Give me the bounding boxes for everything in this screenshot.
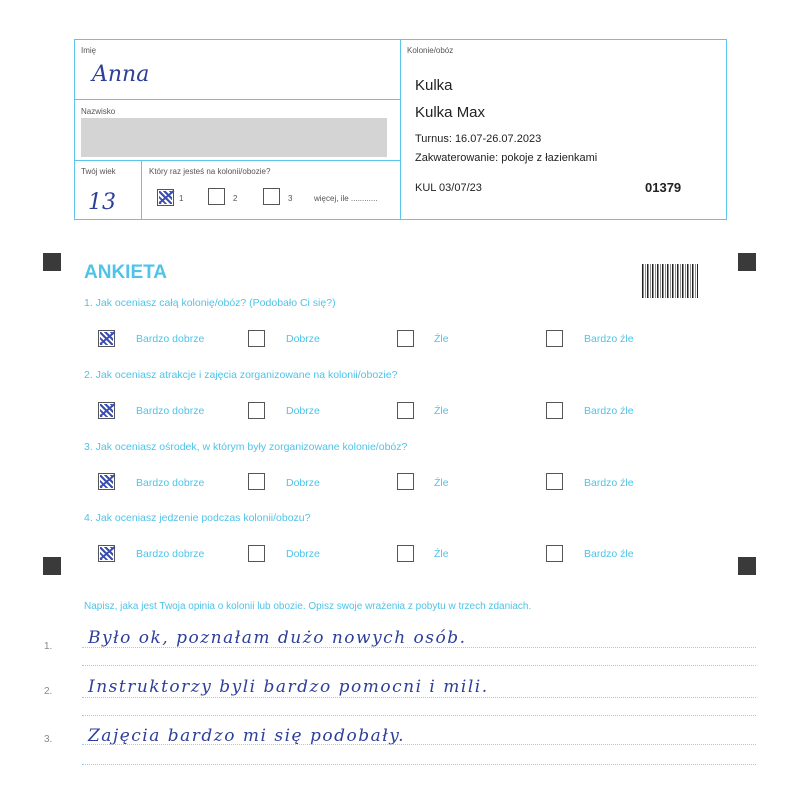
writing-line-3 bbox=[82, 744, 756, 745]
writing-line-2 bbox=[82, 697, 756, 698]
barcode bbox=[642, 264, 698, 298]
line-number-3: 3. bbox=[44, 734, 53, 745]
q2-checkbox-dobrze[interactable] bbox=[248, 402, 265, 419]
q1-checkbox-dobrze[interactable] bbox=[248, 330, 265, 347]
q3-checkbox-zle[interactable] bbox=[397, 473, 414, 490]
nazwisko-label: Nazwisko bbox=[81, 107, 116, 116]
q1-checkbox-bardzo-zle[interactable] bbox=[546, 330, 563, 347]
ktory-raz-label: Który raz jesteś na kolonii/obozie? bbox=[149, 167, 271, 176]
q1-label-bardzo-dobrze: Bardzo dobrze bbox=[136, 333, 205, 345]
ktory-raz-checkbox-2[interactable] bbox=[208, 188, 225, 205]
header-divider-1 bbox=[74, 99, 401, 100]
writing-line-1b bbox=[82, 665, 756, 666]
ktory-raz-option-2: 2 bbox=[233, 194, 238, 203]
header-divider-2 bbox=[74, 160, 401, 161]
imie-value[interactable]: Anna bbox=[92, 62, 150, 87]
header-divider-3 bbox=[141, 160, 142, 219]
nazwisko-redacted bbox=[81, 118, 387, 157]
q1-label-dobrze: Dobrze bbox=[286, 333, 320, 345]
wiek-label: Twój wiek bbox=[81, 167, 116, 176]
q2-label-dobrze: Dobrze bbox=[286, 405, 320, 417]
camp-full-name: Kulka Max bbox=[415, 104, 486, 121]
q3-checkbox-bardzo-zle[interactable] bbox=[546, 473, 563, 490]
line-number-1: 1. bbox=[44, 641, 53, 652]
wiek-value[interactable]: 13 bbox=[88, 190, 116, 215]
question-3: 3. Jak oceniasz ośrodek, w którym były zorganizowane kolonie/obóz? bbox=[84, 441, 408, 453]
imie-label: Imię bbox=[81, 46, 97, 55]
survey-title: ANKIETA bbox=[84, 262, 168, 283]
q1-label-zle: Źle bbox=[434, 333, 449, 345]
q1-label-bardzo-zle: Bardzo źle bbox=[584, 333, 634, 345]
ktory-raz-checkbox-3[interactable] bbox=[263, 188, 280, 205]
writing-line-1 bbox=[82, 647, 756, 648]
q2-label-bardzo-zle: Bardzo źle bbox=[584, 405, 634, 417]
ktory-raz-option-3: 3 bbox=[288, 194, 293, 203]
q1-checkbox-bardzo-dobrze[interactable] bbox=[98, 330, 115, 347]
q3-checkbox-bardzo-dobrze[interactable] bbox=[98, 473, 115, 490]
q3-checkbox-dobrze[interactable] bbox=[248, 473, 265, 490]
question-4: 4. Jak oceniasz jedzenie podczas kolonii/obozu? bbox=[84, 512, 311, 524]
writing-line-3b bbox=[82, 764, 756, 765]
q4-checkbox-bardzo-dobrze[interactable] bbox=[98, 545, 115, 562]
q3-label-zle: Źle bbox=[434, 477, 449, 489]
opinion-sentence-3[interactable]: Zajęcia bardzo mi się podobały. bbox=[88, 726, 405, 746]
registration-marker-br bbox=[738, 557, 756, 575]
zakwaterowanie: Zakwaterowanie: pokoje z łazienkami bbox=[415, 152, 598, 164]
q4-checkbox-dobrze[interactable] bbox=[248, 545, 265, 562]
q4-label-dobrze: Dobrze bbox=[286, 548, 320, 560]
opinion-sentence-1[interactable]: Było ok, poznałam dużo nowych osób. bbox=[88, 628, 467, 648]
registration-marker-tl bbox=[43, 253, 61, 271]
kolonie-label: Kolonie/obóz bbox=[407, 46, 454, 55]
camp-code: KUL 03/07/23 bbox=[415, 182, 482, 194]
line-number-2: 2. bbox=[44, 686, 53, 697]
q2-checkbox-zle[interactable] bbox=[397, 402, 414, 419]
q2-checkbox-bardzo-zle[interactable] bbox=[546, 402, 563, 419]
question-1: 1. Jak oceniasz całą kolonię/obóz? (Podobało Ci się?) bbox=[84, 297, 336, 309]
opinion-sentence-2[interactable]: Instruktorzy byli bardzo pomocni i mili. bbox=[88, 677, 489, 697]
q3-label-bardzo-dobrze: Bardzo dobrze bbox=[136, 477, 205, 489]
q4-label-bardzo-dobrze: Bardzo dobrze bbox=[136, 548, 205, 560]
q4-label-bardzo-zle: Bardzo źle bbox=[584, 548, 634, 560]
header-divider-vertical bbox=[400, 39, 401, 220]
q3-label-bardzo-zle: Bardzo źle bbox=[584, 477, 634, 489]
q2-checkbox-bardzo-dobrze[interactable] bbox=[98, 402, 115, 419]
q4-label-zle: Źle bbox=[434, 548, 449, 560]
writing-line-2b bbox=[82, 715, 756, 716]
opinion-prompt: Napisz, jaka jest Twoja opinia o kolonii lub obozie. Opisz swoje wrażenia z pobytu w trzech zdaniach. bbox=[84, 601, 532, 612]
camp-name: Kulka bbox=[415, 77, 453, 94]
q2-label-zle: Źle bbox=[434, 405, 449, 417]
q2-label-bardzo-dobrze: Bardzo dobrze bbox=[136, 405, 205, 417]
registration-marker-tr bbox=[738, 253, 756, 271]
wiecej-label: więcej, ile ............ bbox=[314, 194, 378, 203]
ktory-raz-option-1: 1 bbox=[179, 194, 184, 203]
q4-checkbox-bardzo-zle[interactable] bbox=[546, 545, 563, 562]
form-id: 01379 bbox=[645, 180, 682, 195]
registration-marker-bl bbox=[43, 557, 61, 575]
ktory-raz-checkbox-1[interactable] bbox=[157, 189, 174, 206]
q4-checkbox-zle[interactable] bbox=[397, 545, 414, 562]
question-2: 2. Jak oceniasz atrakcje i zajęcia zorganizowane na kolonii/obozie? bbox=[84, 369, 398, 381]
turnus: Turnus: 16.07-26.07.2023 bbox=[415, 133, 542, 145]
q3-label-dobrze: Dobrze bbox=[286, 477, 320, 489]
q1-checkbox-zle[interactable] bbox=[397, 330, 414, 347]
